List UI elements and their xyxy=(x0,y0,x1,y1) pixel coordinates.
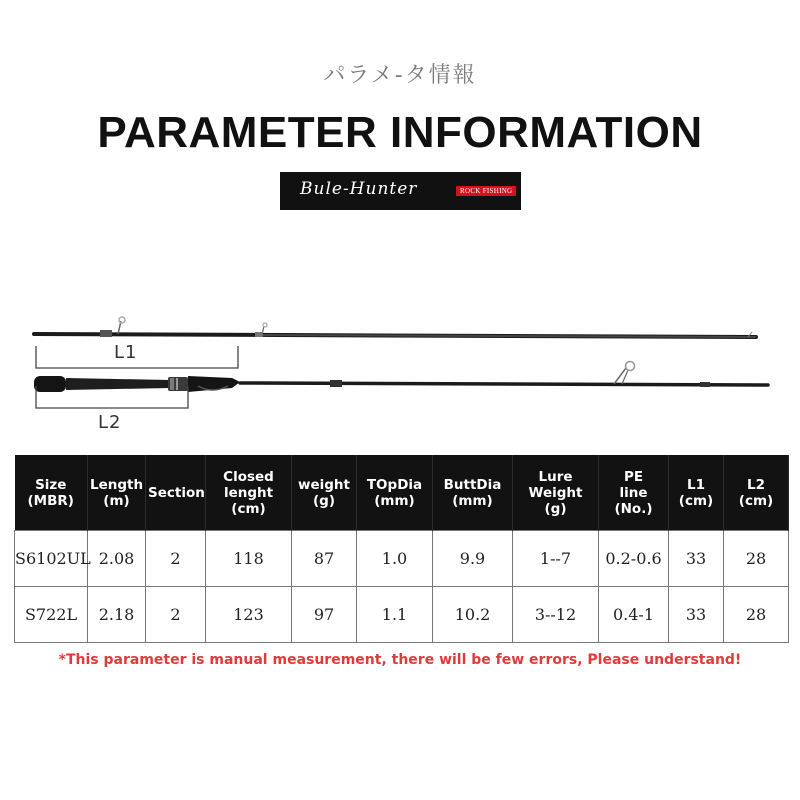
tip-section-rod xyxy=(34,317,756,337)
table-cell: 28 xyxy=(724,531,789,587)
table-cell: 3--12 xyxy=(513,587,599,643)
table-header-row xyxy=(15,455,789,531)
table-cell: 1--7 xyxy=(513,531,599,587)
table-cell: 2.18 xyxy=(88,587,146,643)
table-cell: 118 xyxy=(206,531,292,587)
page-title: PARAMETER INFORMATION xyxy=(97,108,703,157)
table-cell: S722L xyxy=(15,587,88,643)
brand-name: Bule-Hunter xyxy=(300,179,418,199)
table-cell: 33 xyxy=(669,531,724,587)
table-cell: 9.9 xyxy=(433,531,513,587)
col-header-pe-line: PE line (No.) xyxy=(599,455,669,531)
col-header-section: Section xyxy=(146,455,206,531)
col-header-length: Length (m) xyxy=(88,455,146,531)
table-row xyxy=(15,531,789,587)
disclaimer-note: *This parameter is manual measurement, there will be few errors, Please understand! xyxy=(58,652,742,668)
table-cell: 87 xyxy=(292,531,357,587)
brand-tag: ROCK FISHING xyxy=(456,186,516,196)
table-row xyxy=(15,587,789,643)
jp-title: パラメ-タ情報 xyxy=(323,63,477,88)
col-header-weight: weight (g) xyxy=(292,455,357,531)
table-cell: 2.08 xyxy=(88,531,146,587)
table-cell: 123 xyxy=(206,587,292,643)
col-header-l2: L2 (cm) xyxy=(724,455,789,531)
table-cell: 10.2 xyxy=(433,587,513,643)
parameter-table xyxy=(14,455,789,643)
col-header-lure-weight: Lure Weight (g) xyxy=(513,455,599,531)
table-cell: 0.2-0.6 xyxy=(599,531,669,587)
col-header-butt-dia: ButtDia (mm) xyxy=(433,455,513,531)
col-header-top-dia: TOpDia (mm) xyxy=(357,455,433,531)
table-cell: 0.4-1 xyxy=(599,587,669,643)
label-l1: L1 xyxy=(114,342,138,363)
brand-logo xyxy=(280,172,521,210)
parameter-table-wrap xyxy=(14,455,788,643)
table-cell: 2 xyxy=(146,531,206,587)
table-cell: 97 xyxy=(292,587,357,643)
table-cell: 33 xyxy=(669,587,724,643)
label-l2: L2 xyxy=(98,412,122,433)
col-header-l1: L1 (cm) xyxy=(669,455,724,531)
butt-section-rod xyxy=(34,362,768,393)
table-cell: 1.1 xyxy=(357,587,433,643)
col-header-size: Size (MBR) xyxy=(15,455,88,531)
table-cell: 28 xyxy=(724,587,789,643)
table-cell: S6102UL xyxy=(15,531,88,587)
table-cell: 1.0 xyxy=(357,531,433,587)
table-cell: 2 xyxy=(146,587,206,643)
col-header-closed-length: Closed lenght (cm) xyxy=(206,455,292,531)
